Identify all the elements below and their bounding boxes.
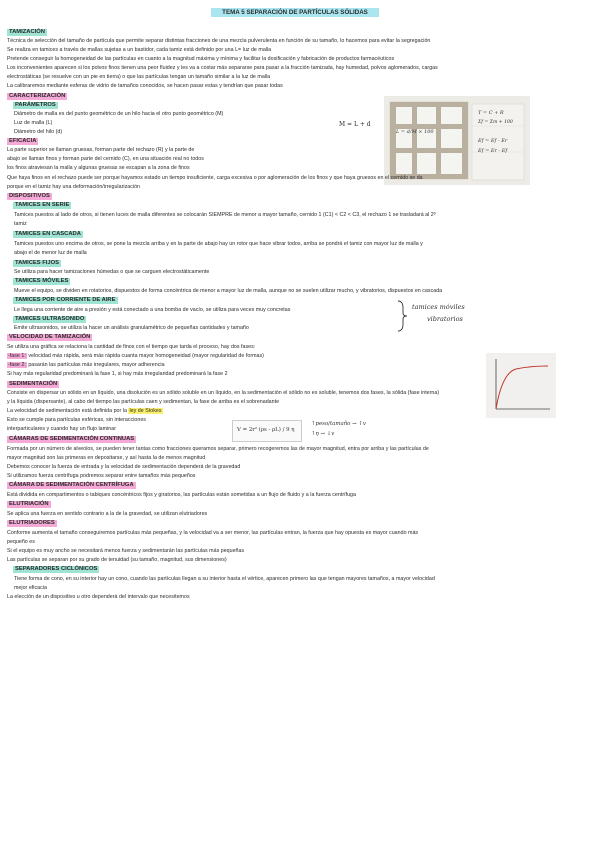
text-line: Diámetro del hilo (d) xyxy=(14,129,63,135)
heading-camaras-continuas: CÁMARAS DE SEDIMENTACIÓN CONTINUAS xyxy=(9,436,135,442)
text-line: Si el equipo es muy ancho se necesitará menos fuerza y sedimentarán las partículas más pequeñas xyxy=(7,548,245,554)
heading-camara-centrifuga: CÁMARA DE SEDIMENTACIÓN CENTRÍFUGA xyxy=(9,482,134,488)
text-line: Los inconvenientes aparecen si los polvos finos tienen una peor fluidez y les va a costar más separarse para pasar a la fracción tamizada, hay humedad, polvos aglomerados, cargas xyxy=(7,65,438,71)
stokes-intro: La velocidad de sedimentación está definida por la xyxy=(7,408,129,414)
text-line: Que haya finos en el rechazo puede ser porque hayamos estado un tiempo insuficiente, carga excesiva o por aglomeración de los finos y que haya gruesos en el cernido se da xyxy=(7,175,423,181)
formula-f1: L = d/M × 100 xyxy=(396,129,434,135)
fase-1-label: -fase 1: xyxy=(8,353,26,359)
text-line: La parte superior se llaman gruesas, forman parte del rechazo (R) y la parte de xyxy=(7,147,195,153)
text-line xyxy=(7,408,163,415)
text-line: Se realiza en tamices a través de mallas sujetas a un bastidor, cada tamiz está definido por una L= luz de malla xyxy=(7,47,272,53)
note-tamices-moviles: tamices móviles xyxy=(412,303,465,311)
text-line: Mueve el equipo, se dividen en rotatorios, dispuestos de forma concéntrica de menor a mayor luz de malla, aunque no se suelen utilizar mucho, y vibratorios, dispuestos en cascada xyxy=(14,288,443,294)
formula-f4: Ef = Ef - Er xyxy=(478,138,508,144)
heading-eficacia: EFICACIA xyxy=(9,138,37,144)
text-line: Técnica de selección del tamaño de partícula que permite separar distintas fracciones de una mezcla pulverulenta en función de su tamaño, lo hacemos para evitar la segregación xyxy=(7,38,431,44)
note-peso-tamano: ↑peso/tamaño → ↑v xyxy=(311,421,366,427)
text-line: Está dividida en compartimentos o tabiques concéntricos fijos y giratorios, las partículas están sometidas a un flujo de fluido y a la fuerza centrífuga xyxy=(7,492,356,498)
text-line: Emite ultrasonidos, se utiliza la hacer un análisis granulamétrico de pequeñas cantidades y tamaño xyxy=(14,325,249,331)
text-line: La calibraremos mediante esferas de vidrio de tamaños conocidos, se hacen pasar estas y tendrían que pasar todas xyxy=(7,83,283,89)
speed-curve-sketch xyxy=(486,353,556,418)
text-line: Debemos conocer la fuerza de entrada y la velocidad de sedimentación dependerá de la gravedad xyxy=(7,464,241,470)
note-viscosidad: ↑η → ↓v xyxy=(311,431,335,437)
text-line: Se utiliza una gráfica se relaciona la cantidad de finos con el tiempo que tarda el proceso, hay dos fases: xyxy=(7,344,256,350)
text-line: interparticulares y cuando hay un flujo laminar xyxy=(7,426,116,432)
subheading-separadores-ciclonicos: SEPARADORES CICLÓNICOS xyxy=(15,566,98,572)
text-line: y la líquida (dispersante), al cabo del tiempo las partículas caen y sedimentan, la fase de arriba es el sobrenadante xyxy=(7,399,280,405)
formula-f2: T = C + R xyxy=(478,110,504,116)
stokes-formula-box xyxy=(232,420,302,442)
mesh-formula: M = L + d xyxy=(339,121,371,128)
text-line: Luz de malla (L) xyxy=(14,120,53,126)
text-line: Tiene forma de cono, en su interior hay un cono, cuando las partículas llegan a su interior hasta el vértice, aparecen primero las que tengan mayores tamaños, a mayor velocidad xyxy=(14,576,435,582)
text-line: La elección de un dispositivo u otro dependerá del intervalo que necesitemos xyxy=(7,594,190,600)
speed-curve-figure xyxy=(486,353,556,418)
text-line: Consiste en dispersar un sólido en un líquido, una disolución es un sólido soluble en un líquido, en la sedimentación el sólido no es soluble, tenemos dos fases, la sólida (fase interna) xyxy=(7,390,440,396)
text-line: Formada por un número de alveolos, se pueden tener tantas como fracciones queramos separar, primero recogeremos las de mayor magnitud, entra por arriba y las partículas de xyxy=(7,446,429,452)
subheading-parametros: PARÁMETROS xyxy=(15,102,56,108)
text-line: mayor magnitud son las primeras en depositarse, y así hasta la de menos magnitud xyxy=(7,455,206,461)
brace-icon xyxy=(396,300,408,332)
text-line: abajo se llaman finos y forman parte del cernido (C), en una situación real no todos xyxy=(7,156,204,162)
formula-f3: Σf = Σm + 100 xyxy=(478,120,513,125)
subheading-tamices-cascada: TAMICES EN CASCADA xyxy=(15,231,81,237)
text-line: Si utilizamos fuerza centrífuga podremos separar entre tamaños más pequeños xyxy=(7,473,196,479)
text-line: Conforme aumenta el tamaño conseguiremos partículas más pequeñas, y la velocidad va a ser menor, las partículas entran, la fuerza que hay opuesta es mayor cuando más xyxy=(7,530,419,536)
text-line: Se aplica una fuerza en sentido contrario a la de la gravedad, se utilizan elutriadores xyxy=(7,511,208,517)
heading-caracterizacion: CARACTERIZACIÓN xyxy=(9,93,66,99)
text-line: pequeño es xyxy=(7,539,35,545)
subheading-tamices-serie: TAMICES EN SERIE xyxy=(15,202,70,208)
text-line xyxy=(7,362,165,369)
subheading-tamices-moviles: TAMICES MÓVILES xyxy=(15,278,69,284)
mesh-grid-illustration xyxy=(384,96,530,185)
heading-velocidad: VELOCIDAD DE TAMIZACIÓN xyxy=(9,334,91,340)
text-line: Las partículas se separan por su grado de tenuidad (su tamaño, magnitud, sus dimensiones) xyxy=(7,557,227,563)
heading-elutriadores: ELUTRIADORES xyxy=(9,520,55,526)
text-line: electrostáticas (se resuelve con un pie en tierra) o que las partículas tengan un tamaño similar a la luz de malla xyxy=(7,74,271,80)
page-title: TEMA 5 SEPARACIÓN DE PARTÍCULAS SÓLIDAS xyxy=(211,8,379,17)
fase-2-label: -fase 2: xyxy=(8,362,26,368)
text-line: Tamices puestos al lado de otros, si tienen luces de malla diferentes se colocarán SIEMPRE de menor a mayor tamaño, cernido 1 (C1) < C2 < C3, el rechazo 1 se trasladará al 2º xyxy=(14,212,436,218)
text-line: Tamices puestos uno encima de otros, se pone la mezcla arriba y en la parte de abajo hay un rotor que hace vibrar todos, arriba se pondrá el tamiz con mayor luz de malla y xyxy=(14,241,423,247)
subheading-tamices-fijos: TAMICES FIJOS xyxy=(15,260,60,266)
stokes-law: ley de Stokes xyxy=(129,408,162,414)
heading-sedimentacion: SEDIMENTACIÓN xyxy=(9,381,58,387)
subheading-tamices-ultrasonido: TAMICES ULTRASONIDO xyxy=(15,316,85,322)
heading-dispositivos: DISPOSITIVOS xyxy=(9,193,50,199)
mesh-figure xyxy=(384,96,530,185)
note-vibratorios: vibratorios xyxy=(427,315,463,323)
text-line: mejor eficacia xyxy=(14,585,47,591)
subheading-tamices-corriente: TAMICES POR CORRIENTE DE AIRE xyxy=(15,297,116,303)
text-line: tamiz xyxy=(14,221,27,227)
text-line: Esto se cumple para partículas esféricas, sin interacciones xyxy=(7,417,146,423)
formula-f5: Ef = Er - Ef xyxy=(478,148,508,154)
fase-2-text: pasarán las partículas más irregulares, mayor adherencia xyxy=(26,362,165,368)
heading-elutriacion: ELUTRIACIÓN xyxy=(9,501,49,507)
text-line: porque en el tamiz hay una deformación/irregularización xyxy=(7,184,141,190)
text-line: abajo el de menor luz de malla xyxy=(14,250,87,256)
fase-1-text: velocidad más rápida, será más rápida cuanta mayor homogeneidad (mayor regularidad de formas) xyxy=(26,353,264,359)
text-line: Si hay más regularidad predominará la fase 1, si hay más irregularidad predominará la fase 2 xyxy=(7,371,228,377)
text-line: Diámetro de malla es del punto geométrico de un hilo hacia el otro punto geométrico (M) xyxy=(14,111,224,117)
text-line xyxy=(7,353,264,360)
text-line: Pretende conseguir la homogeneidad de las partículas en cuanto a la magnitud máxima y mínima y facilitar la dosificación y fabricación de productos farmacéuticos xyxy=(7,56,395,62)
stokes-formula: V = 2r² (ρs - ρL) / 9 η xyxy=(237,427,295,433)
text-line: Le llega una corriente de aire a presión y está conectado a una bomba de vacío, se utiliza para veces muy concretas xyxy=(14,307,291,313)
text-line: Se utiliza para hacer tamizaciones húmedas o que se carguen electrostáticamente xyxy=(14,269,210,275)
text-line: los finos atraviesan la malla y algunas gruesas se escapan a la zona de finos xyxy=(7,165,190,171)
heading-tamizacion: TAMIZACIÓN xyxy=(9,29,45,35)
